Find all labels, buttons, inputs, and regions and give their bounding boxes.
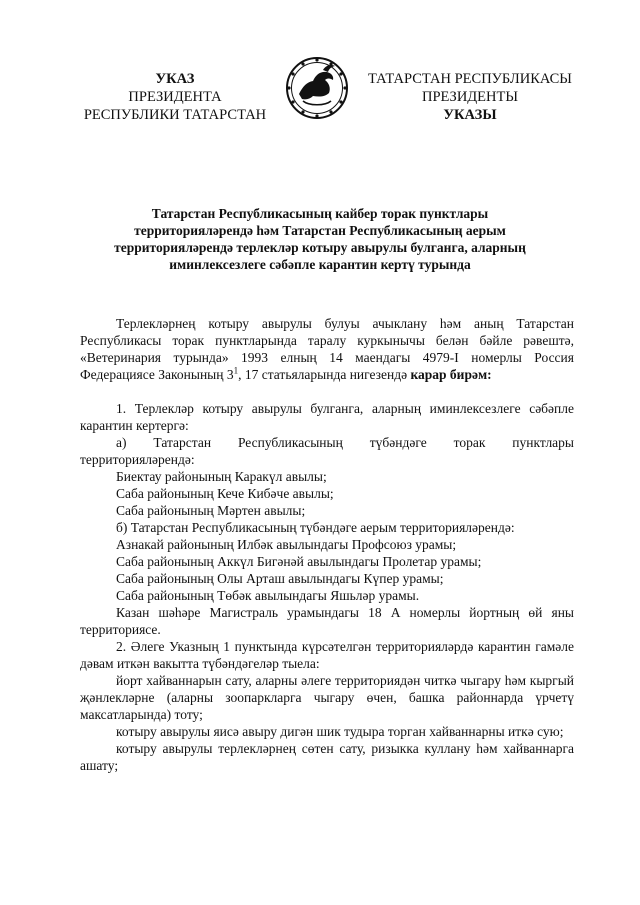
section-2-item: котыру авырулы терлекләрнең сөтен сату, ризыкка куллану һәм хайваннарга ашату; [80,741,574,773]
section-1-b-item: Саба районының Төбәк авылындагы Яшьләр урамы. [116,588,420,603]
section-1-lead: 1. Терлекләр котыру авырулы булганга, аларның иминлексезлеге сәбәпле карантин кертергә: [80,401,574,433]
intro-text: Терлекләрнең котыру авырулы булуы ачыклану һәм аның Татарстан Республикасы торак пунктларында таралу куркынычы белән бәйле рәвештә, «Ветеринария турында» 1993 елның 14 маендагы 4979-I номерлы Россия Федерациясе Законының 3 [80,316,574,382]
section-1-b-item: Саба районының Олы Арташ авылындагы Күпер урамы; [116,571,444,586]
header-left-line-2: ПРЕЗИДЕНТА [128,89,222,105]
section-2-item: котыру авырулы яисә авыру дигән шик тудыра торган хайваннарны иткә сую; [116,724,564,739]
section-1-b-item: Саба районының Аккүл Бигәнәй авылындагы Пролетар урамы; [116,554,482,569]
section-1-a-heading: а) Татарстан Республикасының түбәндәге торак пунктлары территорияләрендә: [80,435,574,467]
section-1-a-item: Саба районының Кече Кибәче авылы; [116,486,334,501]
title-line-2: территорияләрендә һәм Татарстан Республикасының аерым [134,223,506,238]
header-right-line-1: ТАТАРСТАН РЕСПУБЛИКАСЫ [368,71,572,87]
section-1-b-item: Казан шәһәре Магистраль урамындагы 18 А номерлы йортның өй яны территориясе. [80,605,574,637]
header-left-line-3: РЕСПУБЛИКИ ТАТАРСТАН [83,107,267,123]
decree-title [110,205,530,273]
header-left-line-1: УКАЗ [155,71,195,87]
title-line-3: территорияләрендә терлекләр котыру авырулы булганга, аларның [114,240,526,255]
section-2-lead: 2. Әлеге Указның 1 пунктында күрсәтелгән территорияләрдә карантин гамәле дәвам иткән вакытта түбәндәгеләр тыела: [80,639,574,671]
header-tatar [355,70,585,124]
intro-paragraph [80,315,574,383]
header-russian [60,70,290,124]
section-1-a-item: Биектау районының Каракүл авылы; [116,469,327,484]
tatarstan-coat-of-arms-icon [285,56,349,120]
intro-superscript: 1 [233,365,239,376]
title-line-1: Татарстан Республикасының кайбер торак пунктлары [151,206,489,221]
section-1-b-item: Азнакай районының Илбәк авылындагы Профсоюз урамы; [116,537,457,552]
section-1-b-heading: б) Татарстан Республикасының түбәндәге аерым территорияләрендә: [116,520,515,535]
decree-body [80,315,574,774]
intro-resolution: карар бирәм: [410,367,492,382]
header-right-line-3: УКАЗЫ [443,107,497,123]
intro-text-continued: , 17 статьяларында нигезендә [238,367,411,382]
header-right-line-2: ПРЕЗИДЕНТЫ [421,89,519,105]
section-1-a-item: Саба районының Мәртен авылы; [116,503,306,518]
title-line-4: иминлексезлеге сәбәпле карантин кертү турында [169,257,471,272]
section-2-item: йорт хайваннарын сату, аларны әлеге территориядән читкә чыгару һәм кыргый җәнлекләрне (аларны зоопаркларга чыгару өчен, башка районнарда үрчетү максатларында) тоту; [80,673,574,722]
